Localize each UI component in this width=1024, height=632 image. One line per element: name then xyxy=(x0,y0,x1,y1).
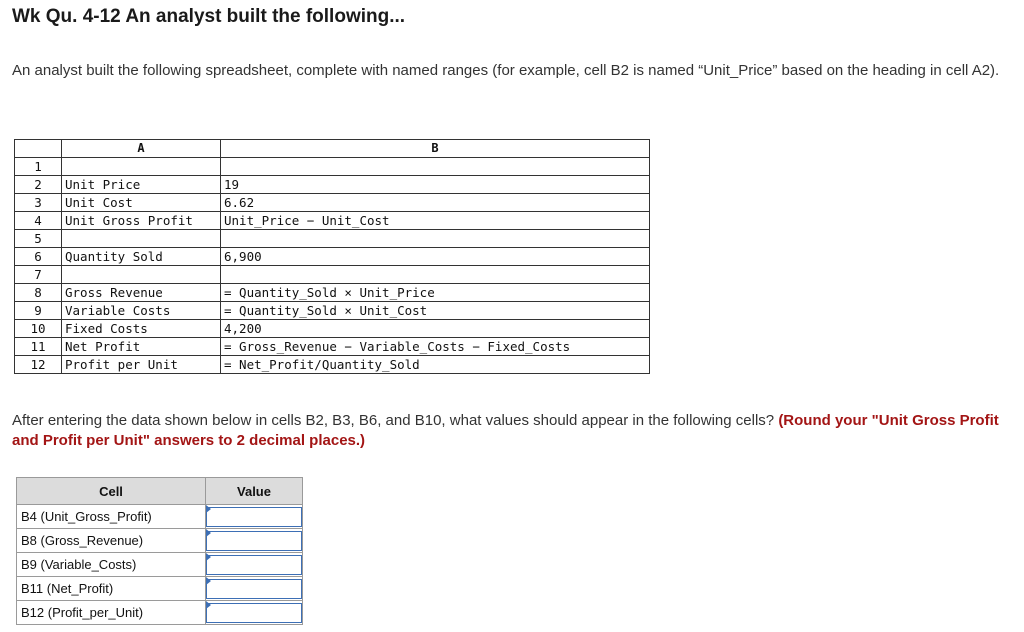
cell-b: = Quantity_Sold × Unit_Cost xyxy=(221,302,650,320)
cell-b: 4,200 xyxy=(221,320,650,338)
cell-a: Quantity Sold xyxy=(62,248,221,266)
spreadsheet-row xyxy=(15,302,650,320)
row-number: 4 xyxy=(15,212,62,230)
answer-cell-label: B12 (Profit_per_Unit) xyxy=(17,601,206,625)
cell-a xyxy=(62,158,221,176)
row-number: 2 xyxy=(15,176,62,194)
cell-a xyxy=(62,230,221,248)
cell-b: = Gross_Revenue − Variable_Costs − Fixed_Costs xyxy=(221,338,650,356)
cell-a: Gross Revenue xyxy=(62,284,221,302)
column-header-a: A xyxy=(62,140,221,158)
input-marker-icon xyxy=(206,553,211,561)
row-number: 9 xyxy=(15,302,62,320)
spreadsheet-row xyxy=(15,212,650,230)
answer-cell-label: B11 (Net_Profit) xyxy=(17,577,206,601)
corner-cell xyxy=(15,140,62,158)
answer-row xyxy=(17,505,303,529)
input-marker-icon xyxy=(206,601,211,609)
answer-cell-label: B9 (Variable_Costs) xyxy=(17,553,206,577)
spreadsheet-row xyxy=(15,320,650,338)
cell-b xyxy=(221,230,650,248)
answer-header-value: Value xyxy=(206,478,303,505)
answer-row xyxy=(17,553,303,577)
answer-value-input[interactable] xyxy=(206,579,302,599)
row-number: 12 xyxy=(15,356,62,374)
answer-table xyxy=(16,477,303,625)
column-header-b: B xyxy=(221,140,650,158)
intro-text: An analyst built the following spreadsheet, complete with named ranges (for example, cell B2 is named “Unit_Price” based on the heading in cell A2). xyxy=(12,62,1000,79)
cell-b: 19 xyxy=(221,176,650,194)
spreadsheet-row xyxy=(15,176,650,194)
spreadsheet-row xyxy=(15,338,650,356)
page-title: Wk Qu. 4-12 An analyst built the following... xyxy=(12,6,406,27)
cell-a: Variable Costs xyxy=(62,302,221,320)
answer-cell-label: B8 (Gross_Revenue) xyxy=(17,529,206,553)
spreadsheet-row xyxy=(15,230,650,248)
cell-b xyxy=(221,158,650,176)
answer-row xyxy=(17,601,303,625)
row-number: 7 xyxy=(15,266,62,284)
spreadsheet-row xyxy=(15,356,650,374)
answer-header-cell: Cell xyxy=(17,478,206,505)
answer-value-cell xyxy=(206,529,303,553)
cell-a: Profit per Unit xyxy=(62,356,221,374)
spreadsheet-row xyxy=(15,158,650,176)
question-body: After entering the data shown below in cells B2, B3, B6, and B10, what values should appear in the following cells? xyxy=(12,412,779,429)
answer-value-input[interactable] xyxy=(206,507,302,527)
row-number: 3 xyxy=(15,194,62,212)
cell-b: = Net_Profit/Quantity_Sold xyxy=(221,356,650,374)
spreadsheet-row xyxy=(15,248,650,266)
answer-value-cell xyxy=(206,553,303,577)
rounding-hint: (Round your "Unit Gross Profit and Profit per Unit" answers to 2 decimal places.) xyxy=(12,412,999,449)
cell-b: 6,900 xyxy=(221,248,650,266)
cell-a xyxy=(62,266,221,284)
answer-value-cell xyxy=(206,601,303,625)
row-number: 11 xyxy=(15,338,62,356)
answer-cell-label: B4 (Unit_Gross_Profit) xyxy=(17,505,206,529)
cell-b: = Quantity_Sold × Unit_Price xyxy=(221,284,650,302)
spreadsheet-row xyxy=(15,194,650,212)
answer-value-cell xyxy=(206,577,303,601)
row-number: 8 xyxy=(15,284,62,302)
spreadsheet-header-row xyxy=(15,140,650,158)
row-number: 1 xyxy=(15,158,62,176)
answer-value-input[interactable] xyxy=(206,603,302,623)
cell-a: Unit Price xyxy=(62,176,221,194)
row-number: 5 xyxy=(15,230,62,248)
cell-a: Unit Cost xyxy=(62,194,221,212)
spreadsheet xyxy=(14,139,650,374)
answer-value-input[interactable] xyxy=(206,531,302,551)
cell-a: Net Profit xyxy=(62,338,221,356)
row-number: 6 xyxy=(15,248,62,266)
spreadsheet-row xyxy=(15,284,650,302)
input-marker-icon xyxy=(206,505,211,513)
answer-header-row xyxy=(17,478,303,505)
question-text xyxy=(12,411,1012,451)
row-number: 10 xyxy=(15,320,62,338)
cell-a: Unit Gross Profit xyxy=(62,212,221,230)
input-marker-icon xyxy=(206,529,211,537)
answer-value-cell xyxy=(206,505,303,529)
answer-row xyxy=(17,529,303,553)
answer-value-input[interactable] xyxy=(206,555,302,575)
input-marker-icon xyxy=(206,577,211,585)
answer-row xyxy=(17,577,303,601)
cell-a: Fixed Costs xyxy=(62,320,221,338)
cell-b: Unit_Price − Unit_Cost xyxy=(221,212,650,230)
cell-b: 6.62 xyxy=(221,194,650,212)
spreadsheet-row xyxy=(15,266,650,284)
cell-b xyxy=(221,266,650,284)
